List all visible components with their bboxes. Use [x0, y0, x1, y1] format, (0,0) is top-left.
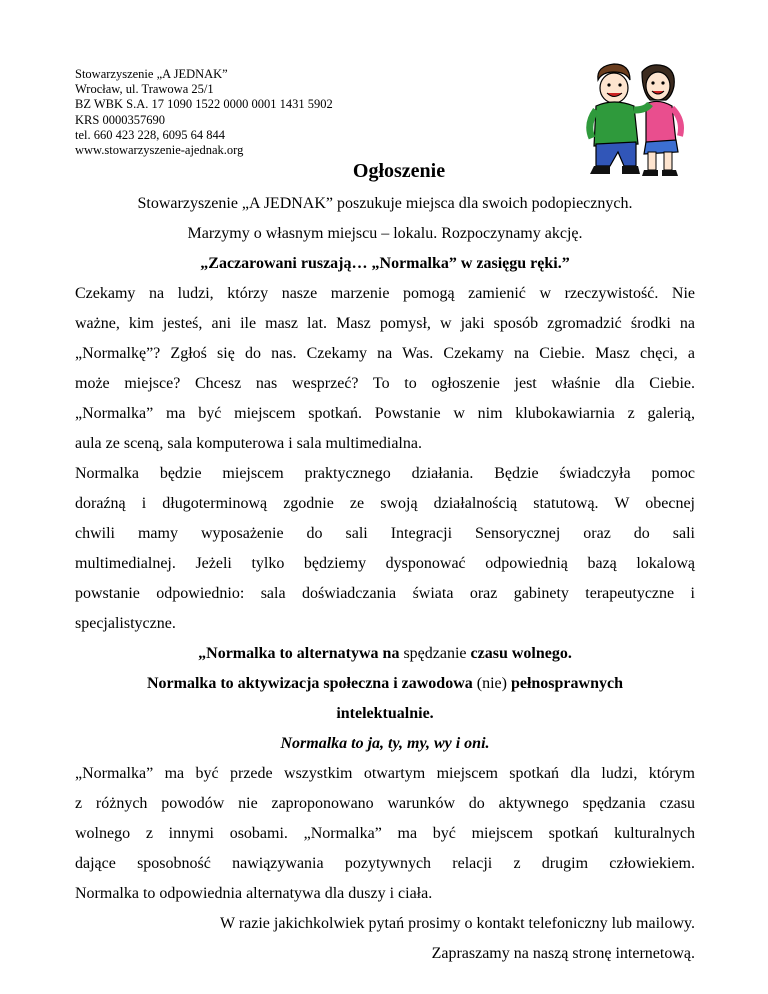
campaign-slogan: „Zaczarowani ruszają… „Normalka” w zasięgu ręki.”: [200, 255, 570, 272]
motto-line-1: [75, 639, 695, 669]
paragraph-line: powstanie odpowiednio: sala doświadczania świata oraz gabinety terapeutyczne i: [75, 585, 695, 602]
paragraph-line: z różnych powodów nie zaproponowano warunków do aktywnego spędzania czasu: [75, 795, 695, 812]
paragraph-line: chwili mamy wyposażenie do sali Integracji Sensorycznej oraz do sali: [75, 525, 695, 542]
paragraph-line: Normalka to odpowiednia alternatywa dla duszy i ciała.: [75, 885, 433, 902]
motto-bold: „Normalka to alternatywa na: [198, 645, 400, 662]
paragraph-line: „Normalka” ma być przede wszystkim otwartym miejscem spotkań dla ludzi, którym: [75, 765, 695, 782]
paragraph-1: [75, 279, 695, 459]
paragraph-line: „Normalkę”? Zgłoś się do nas. Czekamy na Was. Czekamy na Ciebie. Masz chęci, a: [75, 345, 695, 362]
motto-line-3: intelektualnie.: [336, 705, 434, 722]
paragraph-line: może miejsce? Chcesz nas wesprzeć? To to ogłoszenie jest właśnie dla Ciebie.: [75, 375, 695, 392]
paragraph-line: aula ze sceną, sala komputerowa i sala multimedialna.: [75, 435, 422, 452]
paragraph-line: doraźną i długoterminową zgodnie ze swoją działalnością statutową. W obecnej: [75, 495, 695, 512]
paragraph-line: Normalka będzie miejscem praktycznego działania. Będzie świadczyła pomoc: [75, 465, 695, 482]
paragraph-line: wolnego z innymi osobami. „Normalka” ma być miejscem spotkań kulturalnych: [75, 825, 695, 842]
org-phone: tel. 660 423 228, 6095 64 844: [75, 127, 225, 142]
paragraph-line: specjalistyczne.: [75, 615, 176, 632]
motto-line-2: [75, 669, 695, 699]
org-address: Wrocław, ul. Trawowa 25/1: [75, 82, 214, 97]
page-title: Ogłoszenie: [352, 160, 446, 182]
intro-line-2: Marzymy o własnym miejscu – lokalu. Rozpoczynamy akcję.: [187, 225, 583, 242]
paragraph-line: dające sposobność nawiązywania pozytywnych relacji z drugim człowiekiem.: [75, 855, 695, 872]
intro-line-1: Stowarzyszenie „A JEDNAK” poszukuje miejsca dla swoich podopiecznych.: [137, 195, 633, 212]
motto-bold: Normalka to aktywizacja społeczna i zawodowa: [147, 675, 473, 692]
org-bank-account: BZ WBK S.A. 17 1090 1522 0000 0001 1431 5902: [75, 97, 333, 112]
motto-plain: spędzanie: [399, 645, 471, 662]
org-website: www.stowarzyszenie-ajednak.org: [75, 143, 244, 158]
org-name: Stowarzyszenie „A JEDNAK”: [75, 67, 228, 81]
motto-bold: pełnosprawnych: [510, 675, 623, 692]
paragraph-line: multimedialnej. Jeżeli tylko będziemy dysponować odpowiednią bazą lokalową: [75, 555, 695, 572]
paragraph-line: Czekamy na ludzi, którzy nasze marzenie pomogą zamienić w rzeczywistość. Nie: [75, 285, 695, 302]
contact-note: W razie jakichkolwiek pytań prosimy o kontakt telefoniczny lub mailowy.: [220, 915, 695, 932]
paragraph-3: [75, 759, 695, 909]
motto-line-4: Normalka to ja, ty, my, wy i oni.: [280, 735, 490, 752]
website-invite: Zapraszamy na naszą stronę internetową.: [431, 945, 695, 962]
org-krs: KRS 0000357690: [75, 112, 165, 127]
paragraph-2: [75, 459, 695, 639]
announcement-body: [75, 189, 695, 969]
paragraph-line: ważne, kim jesteś, ani ile masz lat. Masz pomysł, w jaki sposób zgromadzić środki na: [75, 315, 695, 332]
organization-header: [75, 67, 333, 158]
motto-bold: czasu wolnego.: [470, 645, 572, 662]
motto-plain: (nie): [472, 675, 511, 692]
paragraph-line: „Normalka” ma być miejscem spotkań. Powstanie w nim klubokawiarnia z galerią,: [75, 405, 695, 422]
